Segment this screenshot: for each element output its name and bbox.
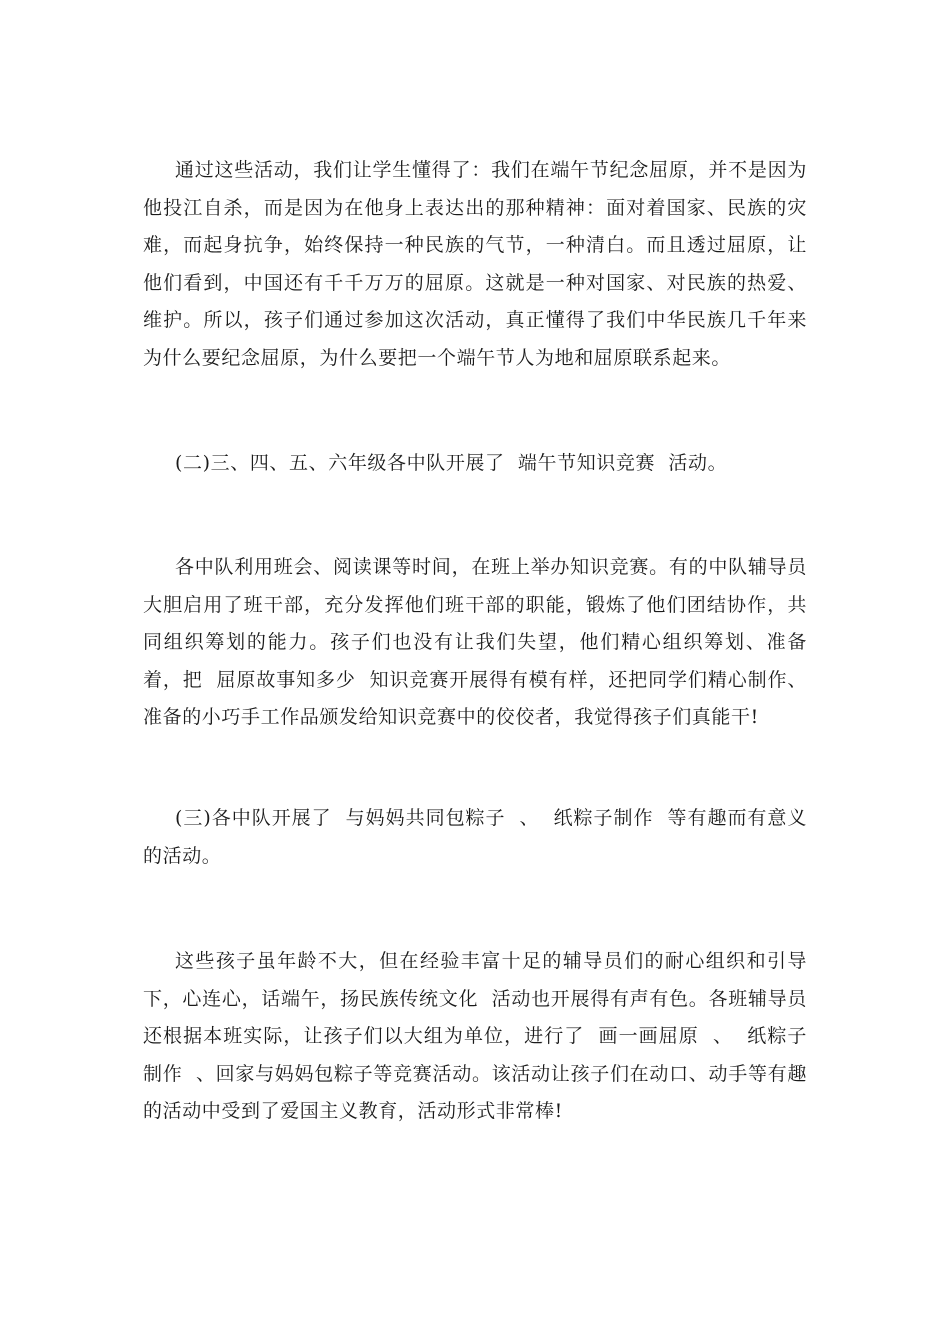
- heading-zongzi-activity: (三)各中队开展了 与妈妈共同包粽子 、 纸粽子制作 等有趣而有意义的活动。: [143, 807, 807, 867]
- paragraph-knowledge-contest: 各中队利用班会、阅读课等时间，在班上举办知识竞赛。有的中队辅导员大胆启用了班干部，充分发挥他们班干部的职能，锻炼了他们团结协作，共同组织筹划的能力。孩子们也没有让我们失望，他们精心组织筹划、准备着，把 屈原故事知多少 知识竞赛开展得有模有样，还把同学们精心制作、准备的小巧手工作品颁发给知识竞赛中的佼佼者，我觉得孩子们真能干!: [143, 556, 807, 728]
- paragraph-zongzi-activity: 这些孩子虽年龄不大，但在经验丰富十足的辅导员们的耐心组织和引导下，心连心，话端午，扬民族传统文化 活动也开展得有声有色。各班辅导员还根据本班实际，让孩子们以大组为单位，进行了 画一画屈原 、 纸粽子制作 、回家与妈妈包粽子等竞赛活动。该活动让孩子们在动口、动手等有趣的活动中受到了爱国主义教育，活动形式非常棒!: [143, 950, 807, 1122]
- heading-knowledge-contest: (二)三、四、五、六年级各中队开展了 端午节知识竞赛 活动。: [175, 452, 728, 474]
- paragraph-activity-meaning: 通过这些活动，我们让学生懂得了：我们在端午节纪念屈原，并不是因为他投江自杀，而是因为在他身上表达出的那种精神：面对着国家、民族的灾难，而起身抗争，始终保持一种民族的气节，一种清白。而且透过屈原，让他们看到，中国还有千千万万的屈原。这就是一种对国家、对民族的热爱、维护。所以，孩子们通过参加这次活动，真正懂得了我们中华民族几千年来为什么要纪念屈原，为什么要把一个端午节人为地和屈原联系起来。: [143, 159, 807, 369]
